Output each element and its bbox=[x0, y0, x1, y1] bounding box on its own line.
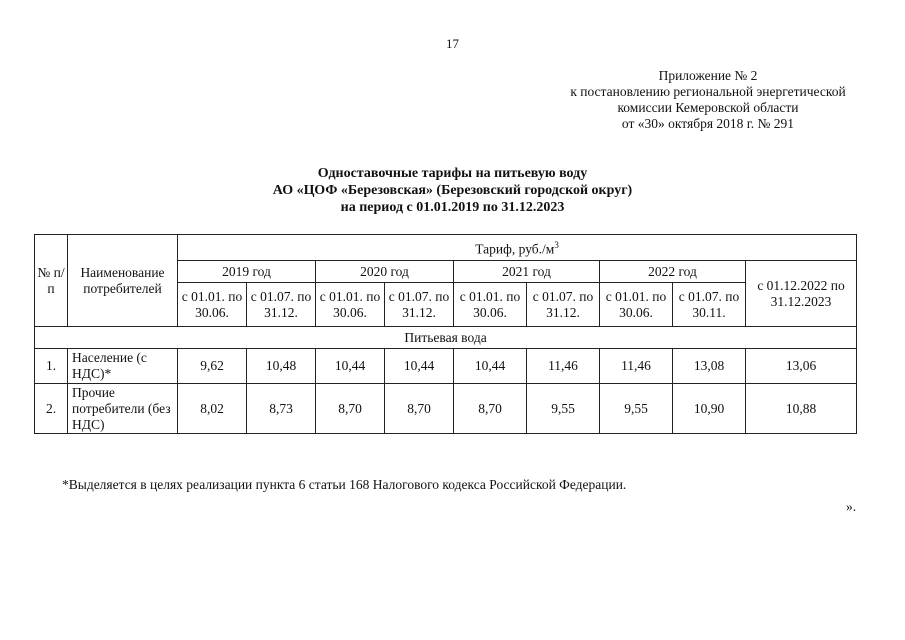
tariff-table bbox=[34, 234, 857, 434]
header-num: № п/п bbox=[35, 235, 68, 327]
period-1: с 01.01. по 30.06. bbox=[178, 283, 247, 327]
period-2: с 01.07. по 31.12. bbox=[247, 283, 316, 327]
year-2020: 2020 год bbox=[316, 261, 454, 283]
row-1-val-6: 11,46 bbox=[527, 349, 600, 384]
page-number: 17 bbox=[446, 36, 459, 51]
header-tariff-sup: 3 bbox=[554, 240, 559, 251]
row-1-val-1: 9,62 bbox=[178, 349, 247, 384]
title-line-2: АО «ЦОФ «Березовская» (Березовский городской округ) bbox=[272, 183, 633, 198]
year-2019: 2019 год bbox=[178, 261, 316, 283]
row-2-val-1: 8,02 bbox=[178, 384, 247, 434]
document-title bbox=[0, 165, 905, 216]
year-2021: 2021 год bbox=[454, 261, 600, 283]
table-row bbox=[35, 349, 857, 384]
row-2-val-3: 8,70 bbox=[316, 384, 385, 434]
row-1-val-9: 13,06 bbox=[746, 349, 857, 384]
row-1-val-8: 13,08 bbox=[673, 349, 746, 384]
period-3: с 01.01. по 30.06. bbox=[316, 283, 385, 327]
row-2-val-5: 8,70 bbox=[454, 384, 527, 434]
header-tariff-text: Тариф, руб./м bbox=[475, 241, 555, 257]
row-1-val-5: 10,44 bbox=[454, 349, 527, 384]
period-5: с 01.01. по 30.06. bbox=[454, 283, 527, 327]
section-drinking-water: Питьевая вода bbox=[35, 327, 857, 349]
table-row bbox=[35, 384, 857, 434]
row-2-val-2: 8,73 bbox=[247, 384, 316, 434]
row-1-val-4: 10,44 bbox=[385, 349, 454, 384]
row-2-val-7: 9,55 bbox=[600, 384, 673, 434]
period-6: с 01.07. по 31.12. bbox=[527, 283, 600, 327]
title-line-1: Одноставочные тарифы на питьевую воду bbox=[317, 166, 588, 181]
row-1-val-2: 10,48 bbox=[247, 349, 316, 384]
row-2-val-8: 10,90 bbox=[673, 384, 746, 434]
row-2-num: 2. bbox=[35, 384, 68, 434]
row-1-num: 1. bbox=[35, 349, 68, 384]
title-line-3: на период с 01.01.2019 по 31.12.2023 bbox=[340, 200, 565, 215]
row-2-val-6: 9,55 bbox=[527, 384, 600, 434]
appendix-line-2: к постановлению региональной энергетической bbox=[570, 84, 846, 99]
row-1-val-3: 10,44 bbox=[316, 349, 385, 384]
appendix-block bbox=[548, 68, 868, 132]
period-4: с 01.07. по 31.12. bbox=[385, 283, 454, 327]
period-7: с 01.01. по 30.06. bbox=[600, 283, 673, 327]
closing-quote: ». bbox=[846, 499, 857, 514]
header-name: Наименование потребителей bbox=[68, 235, 178, 327]
period-last: с 01.12.2022 по 31.12.2023 bbox=[746, 261, 857, 327]
header-tariff bbox=[178, 235, 857, 261]
row-2-val-9: 10,88 bbox=[746, 384, 857, 434]
row-2-name: Прочие потребители (без НДС) bbox=[68, 384, 178, 434]
appendix-line-4: от «30» октября 2018 г. № 291 bbox=[621, 116, 795, 131]
row-1-name: Население (с НДС)* bbox=[68, 349, 178, 384]
row-2-val-4: 8,70 bbox=[385, 384, 454, 434]
year-2022: 2022 год bbox=[600, 261, 746, 283]
appendix-line-3: комиссии Кемеровской области bbox=[617, 100, 799, 115]
row-1-val-7: 11,46 bbox=[600, 349, 673, 384]
appendix-line-1: Приложение № 2 bbox=[658, 68, 758, 83]
footnote: *Выделяется в целях реализации пункта 6 статьи 168 Налогового кодекса Российской Федерации. bbox=[62, 477, 627, 492]
period-8: с 01.07. по 30.11. bbox=[673, 283, 746, 327]
